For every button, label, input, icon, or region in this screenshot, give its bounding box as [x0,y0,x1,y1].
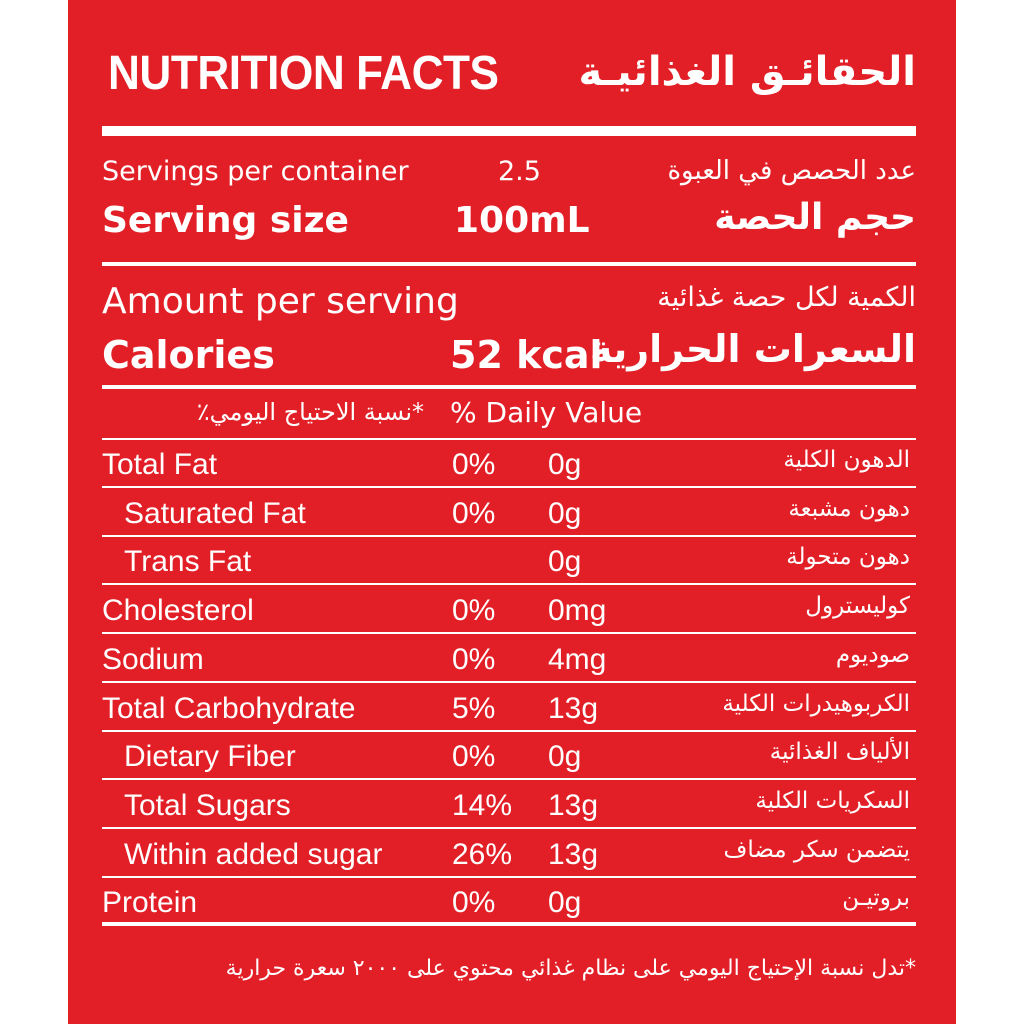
nutrient-name-ar: دهون مشبعة [788,495,910,522]
calories-label: Calories [102,333,275,377]
nutrient-amount: 13g [548,691,599,725]
row-divider [102,778,916,780]
nutrient-amount: 0g [548,740,582,774]
amount-per-serving-label: Amount per serving [102,281,459,322]
calories-label-ar: السعرات الحرارية [589,327,916,371]
footnote-ar: *تدل نسبة الإحتياج اليومي على نظام غذائي محتوي على ٢٠٠٠ سعرة حرارية [225,956,916,981]
nutrient-amount: 0g [548,545,582,579]
nutrient-name: Trans Fat [124,545,252,579]
nutrient-name-ar: دهون متحولة [786,544,910,571]
nutrient-name: Cholesterol [102,594,254,628]
nutrient-daily-value: 14% [452,788,513,822]
row-divider [102,827,916,829]
nutrient-name-ar: صوديوم [835,641,910,668]
daily-value-label-ar: *نسبة الاحتياج اليومي٪ [196,398,424,426]
nutrient-row [102,878,916,926]
nutrient-amount: 13g [548,837,599,871]
divider-thick [102,126,916,136]
nutrient-amount: 0g [548,886,582,920]
nutrient-daily-value: 0% [452,740,496,774]
nutrient-amount: 13g [548,788,599,822]
row-divider [102,730,916,732]
row-divider [102,922,916,926]
nutrient-name-ar: الكربوهيدرات الكلية [722,690,910,717]
servings-label: Servings per container [102,156,409,187]
row-divider [102,583,916,585]
row-divider [102,681,916,683]
nutrient-row [102,537,916,585]
servings-value: 2.5 [498,156,541,187]
nutrient-name: Within added sugar [124,837,383,871]
nutrient-name: Protein [102,886,198,920]
nutrient-name: Dietary Fiber [124,740,296,774]
nutrient-name: Total Fat [102,448,218,481]
nutrient-row [102,830,916,878]
nutrient-amount: 0g [548,448,582,481]
nutrient-row [102,635,916,683]
nutrient-name: Saturated Fat [124,496,306,530]
nutrient-name-ar: الألياف الغذائية [769,739,910,766]
serving-size-label-ar: حجم الحصة [714,197,916,238]
title-en: NUTRITION FACTS [108,47,499,100]
calories-value: 52 kcal [450,333,603,377]
divider-medium [102,262,916,266]
nutrient-name: Total Carbohydrate [102,691,356,725]
daily-value-label: % Daily Value [450,396,643,429]
nutrient-amount: 0mg [548,594,607,628]
nutrient-daily-value: 0% [452,448,496,481]
serving-size-label: Serving size [102,200,349,241]
nutrient-name-ar: السكريات الكلية [755,787,910,814]
title-ar: الحقائـق الغذائيـة [578,49,916,95]
nutrient-row [102,489,916,537]
nutrient-name-ar: بروتيـن [842,885,910,912]
row-divider [102,632,916,634]
row-divider [102,876,916,878]
nutrient-amount: 0g [548,496,582,530]
divider-medium [102,385,916,389]
nutrient-name-ar: كوليسترول [805,593,910,620]
serving-size-value: 100mL [454,200,590,241]
nutrient-row [102,684,916,732]
nutrient-row [102,586,916,634]
servings-label-ar: عدد الحصص في العبوة [667,156,916,186]
nutrient-name: Sodium [102,642,204,676]
nutrient-amount: 4mg [548,642,607,676]
nutrient-daily-value: 0% [452,886,496,920]
nutrient-name: Total Sugars [124,788,291,822]
amount-per-serving-label-ar: الكمية لكل حصة غذائية [657,282,916,313]
row-divider [102,535,916,537]
nutrient-daily-value: 0% [452,496,496,530]
nutrient-row [102,781,916,829]
nutrient-daily-value: 0% [452,594,496,628]
row-divider [102,486,916,488]
nutrient-row [102,440,916,488]
nutrition-label [68,0,956,1024]
nutrient-daily-value: 5% [452,691,496,725]
nutrient-daily-value: 0% [452,642,496,676]
nutrient-name-ar: الدهون الكلية [783,447,910,473]
nutrient-name-ar: يتضمن سكر مضاف [723,836,910,863]
nutrient-daily-value: 26% [452,837,513,871]
nutrient-row [102,732,916,780]
